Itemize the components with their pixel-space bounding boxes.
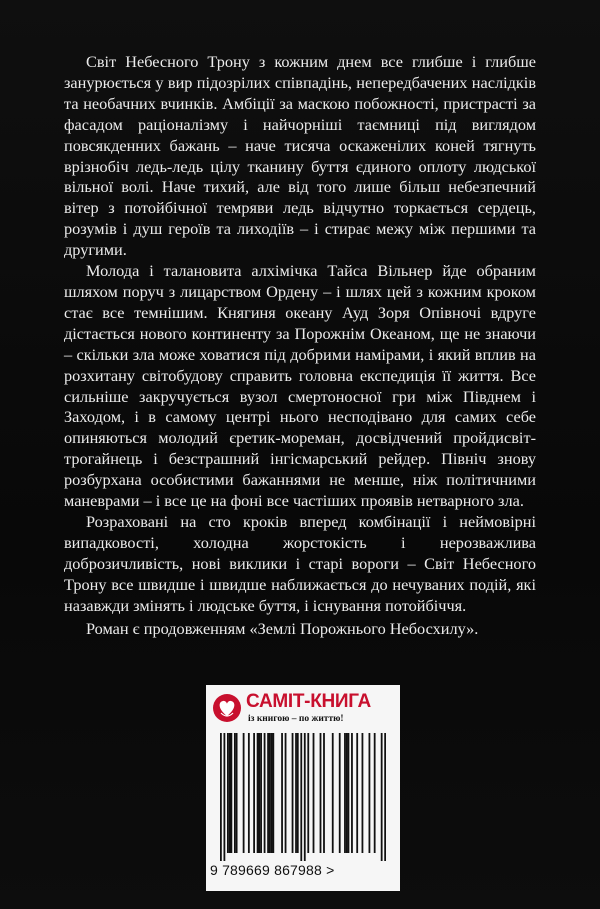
barcode-bar [346,733,348,853]
barcode-bar [272,733,274,853]
red-heart-badge-icon [212,693,242,723]
barcode-bar [323,733,325,853]
blurb-text [64,52,536,640]
barcode-bar [374,733,376,853]
barcode-bar [227,733,229,853]
blurb-paragraph-2: Молода і талановита алхімічка Тайса Вільнер йде обраним шляхом поруч з лицарством Ордену – і шлях цей з кожним кроком стає все темнішим. Княгиня океану Ауд Зоря Опівночі вдруге дістається нового континенту за Порожнім Океаном, ще не знаючи – скільки зла може ховатися під добрими намірами, і який вплив на розхитану світобудову справить головна експедиція її життя. Все сильніше закручується вузол смертоносної гри між Півднем і Заходом, і в самому центрі нього несподівано для самих себе опиняються молодий єретик-мореман, досвідчений пройдисвіт-трогайнець і безстрашний інгісмарський рейдер. Північ знову розбурхана особистими бажаннями не менше, ніж політичними маневрами – і все це на фоні все частіших проявів нетварного зла. [64,261,536,511]
publisher-motto: із книгою – по життю! [248,714,344,724]
barcode-bar [220,733,222,861]
barcode-bar [267,733,269,853]
blurb-paragraph-1: Світ Небесного Трону з кожним днем все глибше і глибше занурюється у вир підозрілих співпадінь, непередбачених наслідків та необачних вчинків. Амбіції за маскою побожності, пристрасті за фасадом раціоналізму і найчорніші таємниці під виглядом повсякденних бажань – наче тисяча оскаженілих коней тягнуть врізнобіч ледь-ледь цілу тканину буття єдиного оплоту людської вільної волі. Наче тихий, але від того лише більш небезпечний вітер з потойбічної темряви ледь відчутно торкається сердець, розумів і душ героїв та лиходіїв – і стирає межу між першими та другими. [64,52,536,260]
barcode-bar [362,733,364,853]
barcode-bar [223,733,225,861]
barcode-bar [339,733,341,853]
barcode-bar [248,733,250,853]
barcode-bar [260,733,262,853]
barcode-panel [206,685,400,891]
barcode-bar [348,733,350,853]
barcode-bar [269,733,271,853]
barcode-bar [320,733,322,853]
barcode-bar [258,733,260,853]
barcode-bar [234,733,236,853]
publisher-logo [210,689,396,727]
barcode-bar [229,733,231,853]
barcode-bar [307,733,309,853]
barcode-bar [257,733,259,853]
isbn-number: 9 789669 867988 > [210,862,335,878]
barcode-bar [344,733,346,853]
publisher-name: САМІТ-КНИГА [246,691,371,712]
blurb-paragraph-3: Розраховані на сто кроків вперед комбінації і неймовірні випадковості, холодна жорстокість і нерозважлива доброзичливість, нові виклики і старі вороги – Світ Небесного Трону все швидше і швидше наближається до нечуваних подій, які назавжди змінять і людське буття, і існування потойбіччя. [64,511,536,615]
barcode-bar [369,733,371,853]
barcode-bar [313,733,315,853]
barcode-bar [281,733,283,853]
barcode-bar [300,733,302,861]
barcode-bar [297,733,299,853]
barcode-bar [236,733,238,853]
barcode-bar [230,733,232,853]
barcode-bar [264,733,266,853]
barcode-bar [285,733,287,853]
barcode-bar [292,733,294,853]
barcode-bar [381,733,383,861]
barcode-bar [332,733,334,853]
blurb-paragraph-4: Роман є продовженням «Землі Порожнього Небосхилу». [86,619,479,639]
barcode-bar [384,733,386,861]
barcode-bar [295,733,297,853]
barcode-bar [253,733,255,853]
barcode-bar [271,733,273,853]
barcode-bar [356,733,358,853]
barcode-bar [304,733,306,861]
barcode-bar [243,733,245,853]
barcode-bar [351,733,353,853]
isbn-barcode [220,733,386,861]
